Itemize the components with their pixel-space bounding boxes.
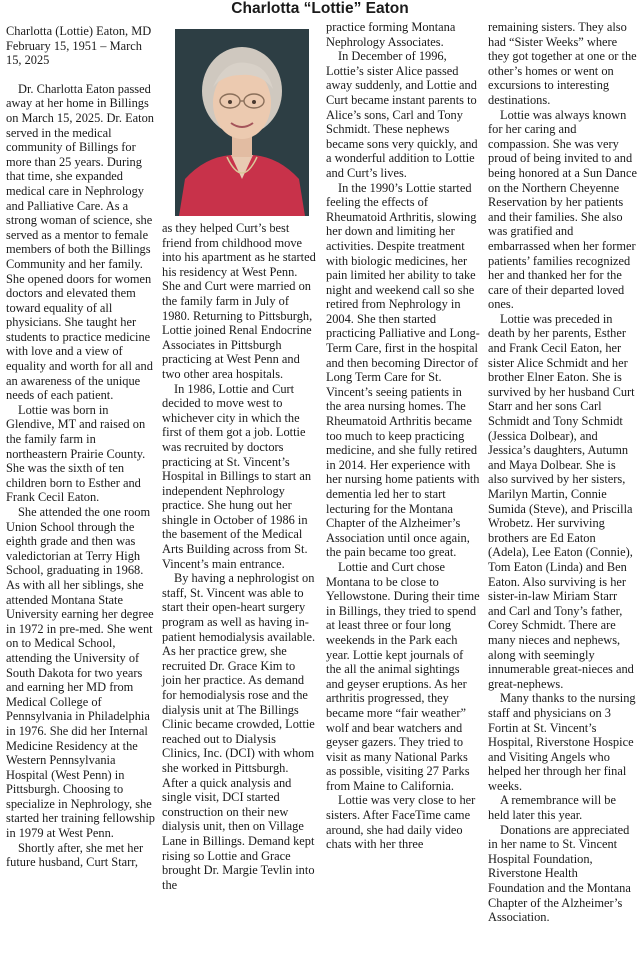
portrait-photo — [175, 29, 309, 216]
paragraph: Many thanks to the nursing staff and physicians on 3 Fortin at St. Vincent’s Hospital, Riverstone Hospice and Visiting Angels who helped her through her final weeks. — [488, 691, 636, 793]
paragraph: Donations are appreciated in her name to St. Vincent Hospital Foundation, Riverstone Health Foundation and the Montana Chapter of the Alzheimer’s Association. — [488, 822, 631, 925]
paragraph: practice forming Montana Nephrology Associates. — [326, 20, 456, 49]
paragraph: By having a nephrologist on staff, St. Vincent was able to start their open-heart surgery program as well as having in-patient hemodialysis available. As her practice grew, she recruited Dr. Grace Kim to join her practice. As demand for hemodialysis rose and the dialysis unit at The Billings Clinic became crowded, Lottie reached out to Dialysis Clinics, Inc. (DCI) with whom she worked in Pittsburgh. After a quick analysis and single visit, DCI started construction on their new dialysis unit, then on Village Lane in Billings. Demand kept rising so Lottie and Grace brought Dr. Margie Tevlin into the — [162, 571, 316, 892]
paragraph: Lottie was born in Glendive, MT and raised on the family farm in northeastern Prairie County. She was the sixth of ten children born to Esther and Frank Cecil Eaton. — [6, 402, 146, 505]
column-3 — [326, 20, 480, 852]
paragraph: Lottie was preceded in death by her parents, Esther and Frank Cecil Eaton, her sister Alice Schmidt and her brother Elner Eaton. She is survived by her husband Curt Starr and her sons Carl Schmidt and Tony Schmidt (Jessica Dolbear), and Jessica’s daughters, Autumn and Maya Dolbear. She is also survived by her sisters, Marilyn Martin, Connie Sumida (Steve), and Priscilla Wrobetz. Her surviving brothers are Ed Eaton (Adela), Lee Eaton (Connie), Tom Eaton (Linda) and Ben Eaton. Also surviving is her sister-in-law Miriam Starr and Carl and Tony’s father, Corey Schmidt. There are many nieces and nephews, along with seemingly innumerable great-nieces and great-nephews. — [488, 311, 635, 691]
paragraph: A remembrance will be held later this year. — [488, 793, 616, 823]
paragraph: In 1986, Lottie and Curt decided to move west to whichever city in which the first of them got a job. Lottie was recruited by doctors practicing at St. Vincent’s Hospital in Billings to start an independent Nephrology practice. She hung out her shingle in October of 1986 in the basement of the Medical Arts Building across from St. Vincent’s main entrance. — [162, 381, 312, 571]
paragraph: Lottie was very close to her sisters. After FaceTime came around, she had daily video chats with her three — [326, 793, 476, 852]
paragraph: She attended the one room Union School through the eighth grade and then was valedictorian at Terry High School, graduating in 1968. As with all her siblings, she attended Montana State University earning her degree in 1972 in pre-med. She went on to Medical School, attending the University of South Dakota for two years and earning her MD from Medical College of Pennsylvania in Philadelphia in 1976. She did her Internal Medicine Residency at the Western Pennsylvania Hospital (West Penn) in Pittsburgh. Choosing to specialize in Nephrology, she started her training fellowship in 1979 at West Penn. — [6, 505, 155, 841]
paragraph: In December of 1996, Lottie’s sister Alice passed away suddenly, and Lottie and Curt became instant parents to Alice’s sons, Carl and Tony Schmidt. These nephews became sons very quickly, and a wonderful addition to Lottie and Curt’s lives. — [326, 49, 478, 180]
obituary-title: Charlotta “Lottie” Eaton — [231, 0, 409, 17]
paragraph: Shortly after, she met her future husband, Curt Starr, — [6, 840, 144, 870]
dates-line: February 15, 1951 – March 15, 2025 — [6, 38, 142, 68]
paragraph: In the 1990’s Lottie started feeling the effects of Rheumatoid Arthritis, slowing her down and limiting her activities. Despite treatment with biologic medicines, her pain limited her ability to take night and weekend call so she retired from Nephrology in 2004. She then started practicing Palliative and Long-Term Care, first in the hospital and then becoming Director of Long Term Care for St. Vincent’s seeing patients in the area nursing homes. The Rheumatoid Arthritis became too much to keep practicing medicine, and she fully retired in 2014. Her experience with her nursing home patients with dementia led her to start lecturing for the Montana Chapter of the Alzheimer’s Association until once again, the pain became too great. — [326, 180, 480, 560]
paragraph: Lottie and Curt chose Montana to be close to Yellowstone. During their time in Billings, they tried to spend at least three or four long weekends in the Park each year. Lottie kept journals of the all the animal sightings and geyser eruptions. As her arthritis progressed, they became more “fair weather” wolf and bear watchers and geyser gazers. They tried to visit as many National Parks as possible, visiting 27 Parks from Maine to California. — [326, 559, 480, 793]
column-4 — [488, 20, 637, 925]
column-2 — [162, 221, 316, 892]
paragraph: Lottie was always known for her caring and compassion. She was very proud of being invited to and being honored at a Sun Dance on the Northern Cheyenne Reservation by her patients and their families. She also was gratified and embarrassed when her former patients’ families recognized her and thanked her for the care of their departed loved ones. — [488, 107, 637, 312]
paragraph: remaining sisters. They also had “Sister Weeks” where they got together at one or the other’s homes or went on excursions to interesting destinations. — [488, 20, 637, 107]
name-line: Charlotta (Lottie) Eaton, MD — [6, 24, 152, 38]
column-1 — [6, 24, 155, 870]
portrait-image — [175, 29, 309, 216]
paragraph: Dr. Charlotta Eaton passed away at her home in Billings on March 15, 2025. Dr. Eaton served in the medical community of Billings for more than 25 years. During that time, she expanded medical care in Nephrology and Palliative Care. As a strong woman of science, she served as a mentor to female members of both the Billings Community and her family. She opened doors for women doctors and elevated them toward equality of all physicians. She taught her students to practice medicine with love and a view of equality and worth for all and an awareness of the unique needs of each patient. — [6, 81, 154, 403]
paragraph: as they helped Curt’s best friend from childhood move into his apartment as he started his residency at West Penn. She and Curt were married on the family farm in July of 1980. Returning to Pittsburgh, Lottie joined Renal Endocrine Associates in Pittsburgh practicing at West Penn and two other area hospitals. — [162, 221, 316, 381]
